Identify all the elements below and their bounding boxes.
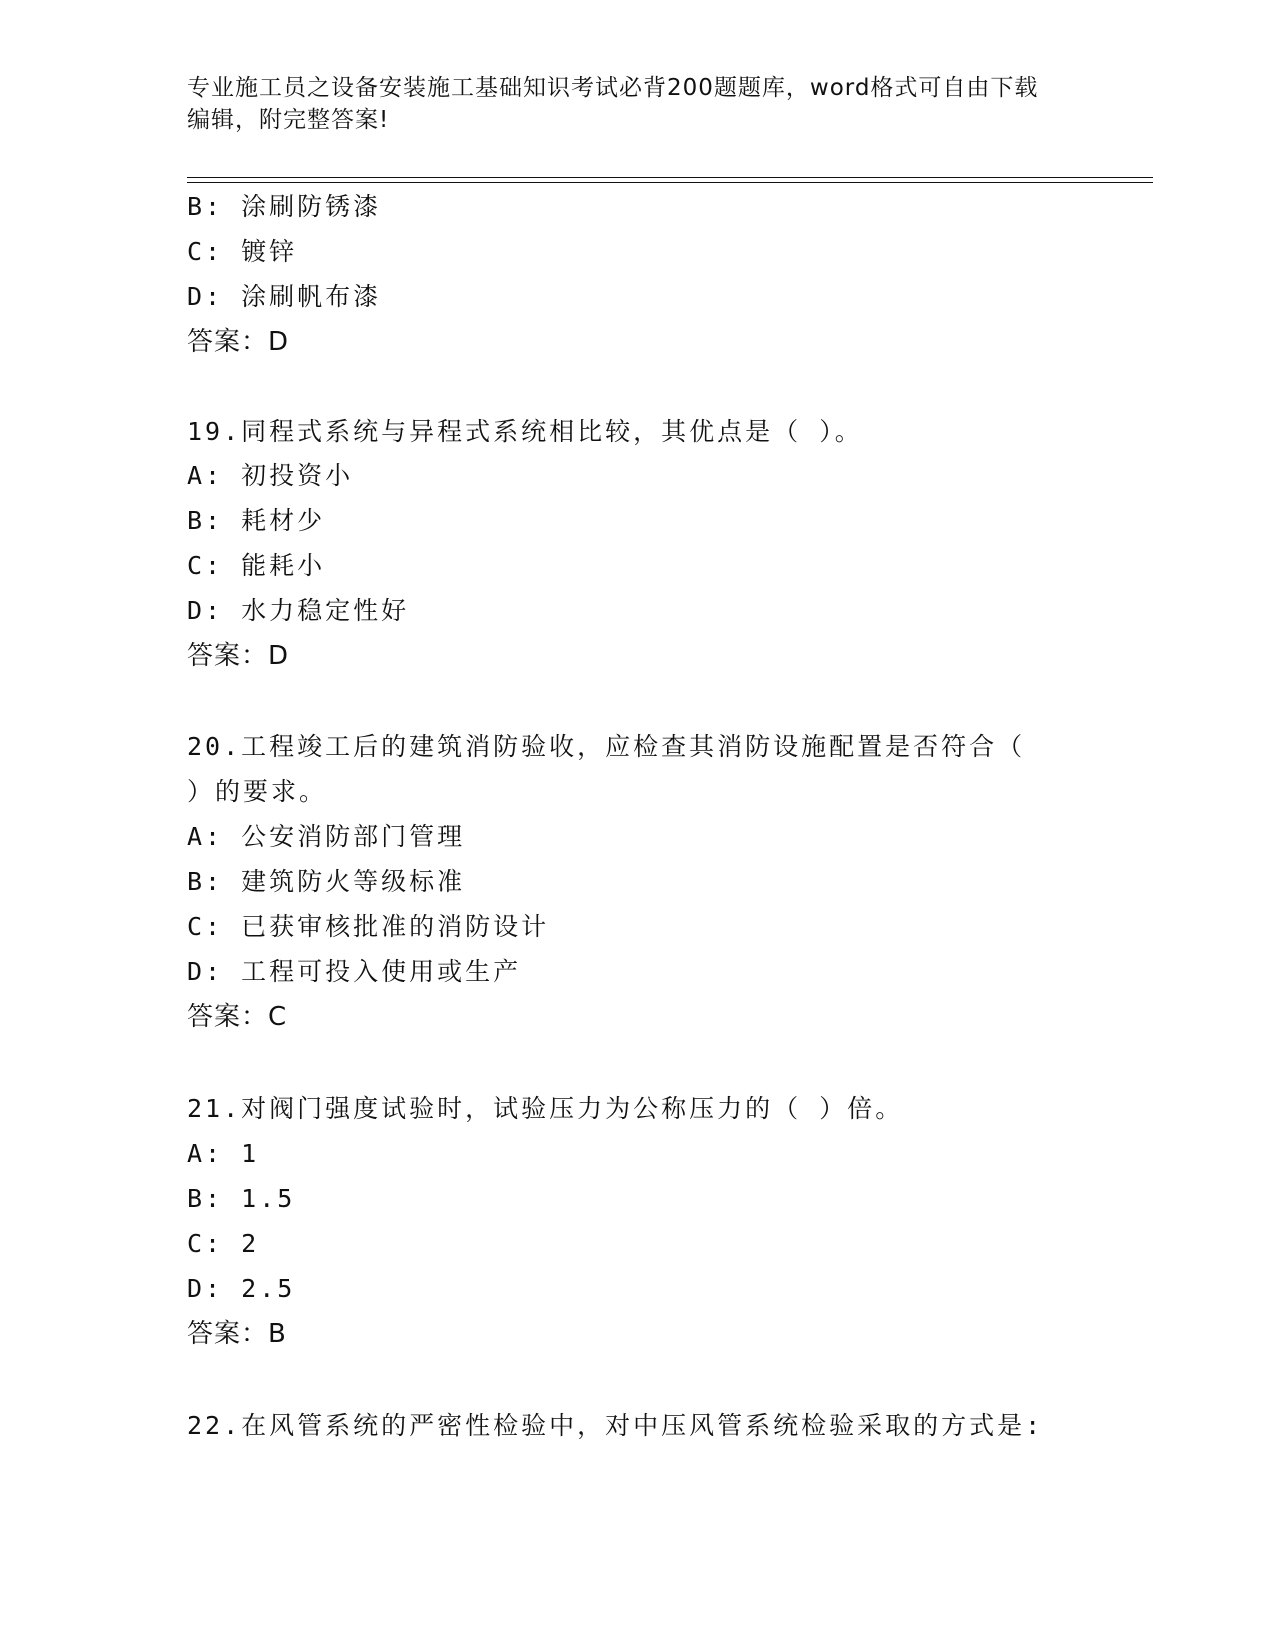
q20-option-b: B: 建筑防火等级标准 (187, 867, 466, 896)
header-rule-bottom (187, 182, 1153, 183)
q18-option-b: B: 涂刷防锈漆 (187, 192, 382, 221)
q18-option-c: C: 镀锌 (187, 237, 298, 266)
q22-question: 22.在风管系统的严密性检验中，对中压风管系统检验采取的方式是: (187, 1411, 1044, 1440)
header-line-1: 专业施工员之设备安装施工基础知识考试必背200题题库，word格式可自由下载 (187, 75, 1039, 101)
q21-option-a: A: 1 (187, 1139, 260, 1168)
q19-answer: 答案：D (187, 641, 290, 671)
header-line-2: 编辑，附完整答案! (187, 107, 390, 133)
q20-option-d: D: 工程可投入使用或生产 (187, 957, 522, 986)
q19-option-d: D: 水力稳定性好 (187, 596, 410, 625)
q20-question-line-1: 20.工程竣工后的建筑消防验收，应检查其消防设施配置是否符合（ (187, 732, 1026, 761)
q19-option-a: A: 初投资小 (187, 461, 354, 490)
q19-option-c: C: 能耗小 (187, 551, 326, 580)
q18-answer: 答案：D (187, 327, 290, 357)
q20-answer: 答案：C (187, 1002, 288, 1032)
q21-option-c: C: 2 (187, 1229, 260, 1258)
q20-question-line-2: ）的要求。 (187, 777, 328, 806)
q19-question: 19.同程式系统与异程式系统相比较，其优点是（ ）。 (187, 417, 863, 446)
header-rule-top (187, 177, 1153, 178)
q18-option-d: D: 涂刷帆布漆 (187, 282, 382, 311)
q19-option-b: B: 耗材少 (187, 506, 326, 535)
document-header (187, 72, 1087, 136)
q21-option-b: B: 1.5 (187, 1184, 296, 1213)
q21-question: 21.对阀门强度试验时，试验压力为公称压力的（ ）倍。 (187, 1094, 904, 1123)
q21-option-d: D: 2.5 (187, 1274, 296, 1303)
q20-option-c: C: 已获审核批准的消防设计 (187, 912, 550, 941)
q21-answer: 答案：B (187, 1319, 287, 1349)
q20-option-a: A: 公安消防部门管理 (187, 822, 466, 851)
